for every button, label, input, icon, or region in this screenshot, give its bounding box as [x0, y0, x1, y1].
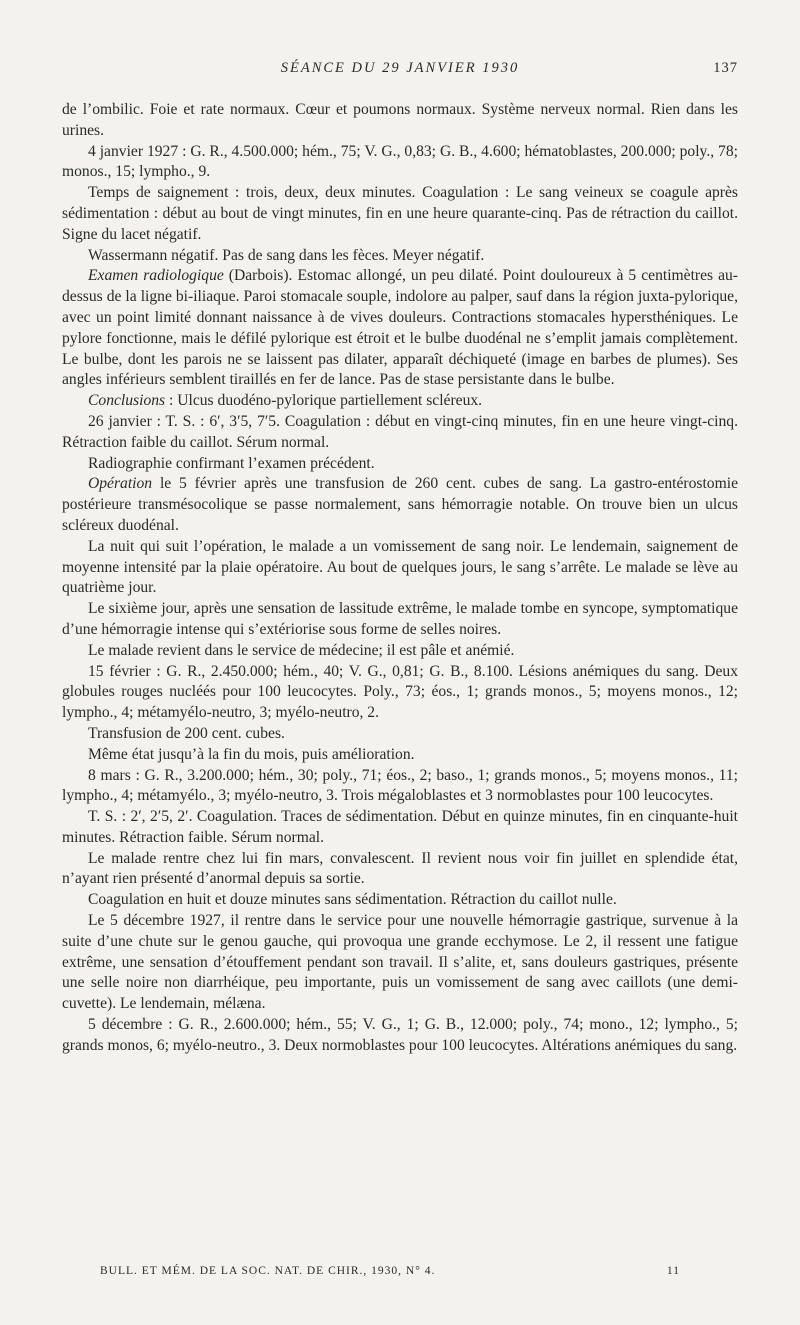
paragraph: Wassermann négatif. Pas de sang dans les fèces. Meyer négatif.	[88, 246, 485, 264]
paragraph: Le sixième jour, après une sensation de lassitude extrême, le malade tombe en syncope, symptomatique d’une hémorragie intense qui s’extériorise sous forme de selles noires.	[62, 600, 738, 638]
paragraph: Radiographie confirmant l’examen précédent.	[88, 454, 375, 472]
paragraph-lead: Conclusions	[88, 392, 166, 410]
body-text	[62, 100, 738, 1057]
paragraph: Temps de saignement : trois, deux, deux minutes. Coagulation : Le sang veineux se coagule après sédimentation : début au bout de vingt minutes, fin en une heure quarante-cinq. Pas de rétraction du caillot. Signe du lacet négatif.	[62, 184, 738, 243]
paragraph-lead: Opération	[88, 475, 153, 493]
paragraph: de l’ombilic. Foie et rate normaux. Cœur et poumons normaux. Système nerveux normal. Rien dans les urines.	[62, 101, 738, 139]
paragraph: Opération le 5 février après une transfusion de 260 cent. cubes de sang. La gastro-entérostomie postérieure transmésocolique se passe normalement, sans hémorragie notable. On trouve bien un ulcus scléreux duodénal.	[62, 475, 738, 534]
paragraph: 8 mars : G. R., 3.200.000; hém., 30; poly., 71; éos., 2; baso., 1; grands monos., 5; moyens monos., 11; lympho., 4; métamyélo., 3; myélo-neutro, 3. Trois mégaloblastes et 3 normoblastes pour 100 leucocytes.	[62, 766, 738, 805]
paragraph: 15 février : G. R., 2.450.000; hém., 40; V. G., 0,81; G. B., 8.100. Lésions anémiques du sang. Deux globules rouges nucléés pour 100 leucocytes. Poly., 73; éos., 1; grands monos., 5; moyens monos., 12; lympho., 4; métamyélo-neutro, 3; myélo-neutro, 2.	[62, 662, 738, 722]
paragraph: Même état jusqu’à la fin du mois, puis amélioration.	[88, 745, 415, 763]
footer-signature: 11	[666, 1265, 680, 1277]
paragraph: T. S. : 2′, 2′5, 2′. Coagulation. Traces de sédimentation. Début en quinze minutes, fin en cinquante-huit minutes. Rétraction faible. Sérum normal.	[62, 808, 738, 846]
paragraph: 5 décembre : G. R., 2.600.000; hém., 55; V. G., 1; G. B., 12.000; poly., 74; mono., 12; lympho., 5; grands monos, 6; myélo-neutro., 3. Deux normoblastes pour 100 leucocytes. Altérations anémiques du sang.	[62, 1016, 738, 1054]
paragraph: La nuit qui suit l’opération, le malade a un vomissement de sang noir. Le lendemain, saignement de moyenne intensité par la plaie opératoire. Au bout de quelques jours, le sang s’arrête. Le malade se lève au quatrième jour.	[62, 537, 738, 597]
paragraph: Le malade revient dans le service de médecine; il est pâle et anémié.	[88, 641, 515, 659]
paragraph: Conclusions : Ulcus duodéno-pylorique partiellement scléreux.	[88, 392, 483, 410]
paragraph: Le 5 décembre 1927, il rentre dans le service pour une nouvelle hémorragie gastrique, survenue à la suite d’une chute sur le genou gauche, qui provoqua une grande ecchymose. Le 2, il ressent une fatigue extrême, une sensation d’étouffement pendant son travail. Il s’alite, et, sans douleurs gastriques, présente une selle noire non diarrhéique, peu importante, puis un vomissement de sang avec caillots (une demi-cuvette). Le lendemain, mélæna.	[62, 912, 738, 1013]
paragraph: Examen radiologique (Darbois). Estomac allongé, un peu dilaté. Point douloureux à 5 centimètres au-dessus de la ligne bi-iliaque. Paroi stomacale souple, indolore au palper, sauf dans la région juxta-pylorique, avec un point limité donnant naissance à de vives douleurs. Contractions stomacales hypersthéniques. Le pylore fonctionne, mais le défilé pylorique est étroit et le bulbe duodénal ne s’emplit jamais complètement. Le bulbe, dont les parois ne se laissent pas dilater, apparaît déchiqueté (image en barbes de plumes). Ses angles inférieurs semblent tiraillés en fer de lance. Pas de stase persistante dans le bulbe.	[62, 267, 739, 389]
header-title: SÉANCE DU 29 JANVIER 1930	[280, 60, 520, 76]
paragraph: 26 janvier : T. S. : 6′, 3′5, 7′5. Coagulation : début en vingt-cinq minutes, fin en une heure vingt-cinq. Rétraction faible du caillot. Sérum normal.	[62, 412, 738, 451]
footer-source: BULL. ET MÉM. DE LA SOC. NAT. DE CHIR., 1930, N° 4.	[100, 1265, 436, 1277]
running-header	[62, 60, 738, 82]
page-number: 137	[713, 60, 738, 76]
paragraph: Le malade rentre chez lui fin mars, convalescent. Il revient nous voir fin juillet en splendide état, n’ayant rien présenté d’anormal depuis sa sortie.	[62, 849, 738, 888]
footer	[100, 1265, 680, 1285]
paragraph-lead: Examen radiologique	[88, 267, 224, 285]
paragraph: Coagulation en huit et douze minutes sans sédimentation. Rétraction du caillot nulle.	[88, 891, 617, 909]
paragraph: 4 janvier 1927 : G. R., 4.500.000; hém., 75; V. G., 0,83; G. B., 4.600; hématoblastes, 200.000; poly., 78; monos., 15; lympho., 9.	[62, 142, 738, 181]
paragraph: Transfusion de 200 cent. cubes.	[88, 724, 285, 742]
